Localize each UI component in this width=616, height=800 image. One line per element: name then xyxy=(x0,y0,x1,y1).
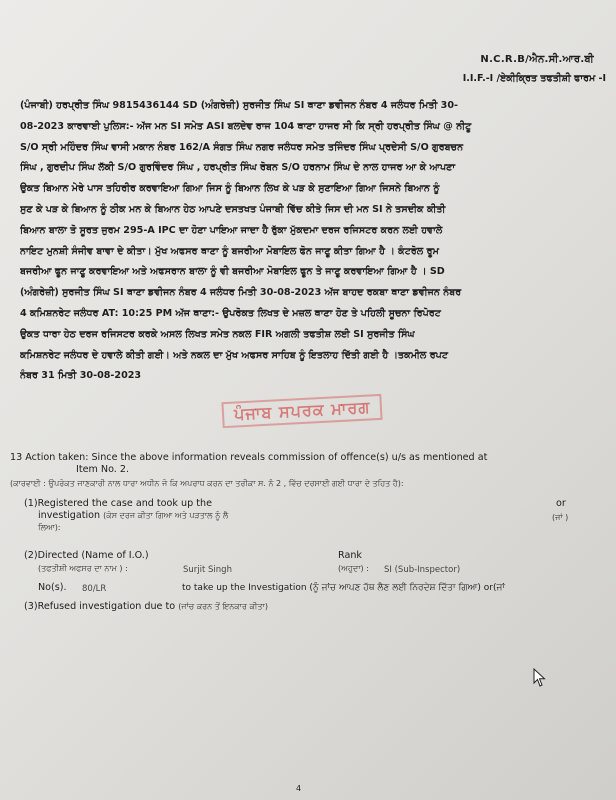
item1-pa2: ਲਿਆ): xyxy=(38,523,61,532)
item-registered xyxy=(24,498,228,534)
narrative-line: (ਅੰਗਰੇਜ਼ੀ) ਸੁਰਜੀਤ ਸਿੰਘ SI ਥਾਣਾ ਡਵੀਜਨ ਨੰਬਰ 4 ਜਲੰਧਰ ਮਿਤੀ 30-08-2023 ਅੱਜ ਬਾਹਦ ਰਕਬਾ ਥਾਣਾ ਡਵੀਜਨ ਨੰਬਰ xyxy=(20,287,462,299)
form-title: I.I.F.-I /ਏਕੀਕ੍ਰਿਤ ਤਫਤੀਸ਼ੀ ਫਾਰਮ -I xyxy=(462,73,606,84)
narrative-line: ਕਮਿਸ਼ਨਰੇਟ ਜਲੰਧਰ ਦੇ ਹਵਾਲੇ ਕੀਤੀ ਗਈ। ਅਤੇ ਨਕਲ ਦਾ ਮੁੱਖ ਅਫਸਰ ਸਾਹਿਬ ਨੂੰ ਇਤਲਾਹ ਦਿੱਤੀ ਗਈ ਹੈ ।ਤਕਮੀਲ ਰਪਟ xyxy=(20,349,449,361)
narrative-line: ਸਿੰਘ , ਗੁਰਦੀਪ ਸਿੰਘ ਲੱਕੀ S/O ਗੁਰਵਿੰਦਰ ਸਿੰਘ , ਹਰਪ੍ਰੀਤ ਸਿੰਘ ਰੋਬਨ S/O ਹਰਨਾਮ ਸਿੰਘ ਦੇ ਨਾਲ ਹਾਜਰ ਆ ਕੇ ਆਪਣਾ xyxy=(20,162,456,174)
narrative-line: ਉਕਤ ਬਿਆਨ ਮੇਰੇ ਪਾਸ ਤਹਿਰੀਰ ਕਰਵਾਇਆ ਗਿਆ ਜਿਸ ਨੂੰ ਬਿਆਨ ਲਿਖ ਕੇ ਪੜ ਕੇ ਸੁਣਾਇਆ ਗਿਆ ਜਿਸਨੇ ਬਿਆਨ ਨੂੰ xyxy=(20,183,440,195)
rank-label: Rank xyxy=(338,550,362,561)
fir-narrative xyxy=(20,96,592,387)
item2-pa: (ਤਫਤੀਸ਼ੀ ਅਫਸਰ ਦਾ ਨਾਮ ) : xyxy=(38,564,128,573)
narrative-line: ਬਿਆਨ ਬਾਲਾ ਤੋ ਸੂਰਤ ਜੁਰਮ 295-A IPC ਦਾ ਹੋਣਾ ਪਾਇਆ ਜਾਦਾ ਹੈ ਰੁੱਕਾ ਮੁੱਕਦਮਾ ਦਰਜ ਰਜਿਸਟਰ ਕਰਨ ਲਈ ਹਵਾਲੇ xyxy=(20,224,443,236)
action-taken-heading-pa: (ਕਾਰਵਾਈ : ਉਪਰੋਕਤ ਜਾਣਕਾਰੀ ਨਾਲ ਧਾਰਾ ਅਧੀਨ ਜੋ ਕਿ ਅਪਰਾਧ ਕਰਨ ਦਾ ਤਰੀਕਾ ਸ. ਨੰ 2 , ਵਿੱਚ ਦਰਸਾਈ ਗਈ ਧਾਰਾ ਦੇ ਤਹਿਤ ਹੈ): xyxy=(10,479,404,488)
item3-refused xyxy=(24,601,268,613)
take-up-text: to take up the Investigation (ਨੂੰ ਜਾਂਚ ਆਪਣ ਹੱਥ ਲੈਣ ਲਈ ਨਿਰਦੇਸ਼ ਦਿੱਤਾ ਗਿਆ) or(ਜਾਂ xyxy=(182,583,505,593)
rank-value: SI (Sub-Inspector) xyxy=(384,565,461,575)
item1-label: (1)Registered the case and took up the xyxy=(24,498,212,509)
narrative-line: ਨੰਬਰ 31 ਮਿਤੀ 30-08-2023 xyxy=(20,370,142,382)
item3-pa: (ਜਾਂਚ ਕਰਨ ਤੋਂ ਇਨਕਾਰ ਕੀਤਾ) xyxy=(178,602,268,611)
narrative-line: ਉਕਤ ਧਾਰਾ ਹੇਠ ਦਰਜ ਰਜਿਸਟਰ ਕਰਕੇ ਅਸਲ ਲਿਖਤ ਸਮੇਤ ਨਕਲ FIR ਅਗਲੀ ਤਫਤੀਸ਼ ਲਈ SI ਸੁਰਜੀਤ ਸਿੰਘ xyxy=(20,328,415,340)
mouse-pointer-icon xyxy=(533,668,547,688)
item1-or-pa: (ਜਾਂ ) xyxy=(552,513,569,522)
action-taken-heading: 13 Action taken: Since the above information reveals commission of offence(s) u/s as mentioned at xyxy=(10,452,488,463)
item1-directed-label: (2)Directed (Name of I.O.) xyxy=(24,550,149,561)
rank-pa: (ਅਹੁਦਾ) : xyxy=(338,564,369,573)
narrative-line: 4 ਕਮਿਸ਼ਨਰੇਟ ਜਲੰਧਰ AT: 10:25 PM ਅੱਜ ਥਾਣਾ:- ਉਪਰੋਕਤ ਲਿਖਤ ਦੇ ਮਜ਼ਲ ਥਾਣਾ ਹੋਣ ਤੇ ਪਹਿਲੀ ਸੂਚਨਾ ਰਿਪੋਰਟ xyxy=(20,307,441,319)
narrative-line: S/O ਸ੍ਰੀ ਮਹਿੰਦਰ ਸਿੰਘ ਵਾਸੀ ਮਕਾਨ ਨੰਬਰ 162/A ਸੰਗਤ ਸਿੰਘ ਨਗਰ ਜਲੰਧਰ ਸਮੇਤ ਤਜਿੰਦਰ ਸਿੰਘ ਪ੍ਰਦੇਸੀ S/O ਗੁਰਬਚਨ xyxy=(20,141,464,153)
narrative-line: ਬਜਰੀਆ ਫੂਨ ਜਾਣੂ ਕਰਵਾਇਆ ਅਤੇ ਅਫਸਰਾਨ ਬਾਲਾ ਨੂੰ ਵੀ ਬਜਰੀਆ ਮੋਬਾਇਲ ਫੂਨ ਤੇ ਜਾਣੂ ਕਰਵਾਇਆ ਗਿਆ ਹੈ । SD xyxy=(20,266,445,278)
no-value: 80/LR xyxy=(82,584,107,594)
action-taken-heading-cont: Item No. 2. xyxy=(76,464,130,475)
page-number: 4 xyxy=(296,784,302,793)
no-label: No(s). xyxy=(38,582,67,593)
narrative-line: ਨਾਇਟ ਮੁਨਸ਼ੀ ਸੰਜੀਵ ਬਾਵਾ ਦੇ ਕੀਤਾ। ਮੁੱਖ ਅਫਸਰ ਥਾਣਾ ਨੂੰ ਬਜਰੀਆ ਮੋਬਾਇਲ ਫੋਨ ਜਾਣੂ ਕੀਤਾ ਗਿਆ ਹੈ । ਕੰਟਰੋਲ ਰੂਮ xyxy=(20,245,439,257)
watermark-stamp: ਪੰਜਾਬ ਸਪਰਕ ਮਾਰਗ xyxy=(221,394,383,428)
item3-label: (3)Refused investigation due to xyxy=(24,601,176,612)
item1-or: or xyxy=(556,498,566,509)
narrative-line: (ਪੰਜਾਬੀ) ਹਰਪ੍ਰੀਤ ਸਿੰਘ 9815436144 SD (ਅੰਗਰੇਜ਼ੀ) ਸੁਰਜੀਤ ਸਿੰਘ SI ਥਾਣਾ ਡਵੀਜਨ ਨੰਬਰ 4 ਜਲੰਧਰ ਮਿਤੀ 30- xyxy=(20,100,459,111)
narrative-line: ਸੁਣ ਕੇ ਪੜ ਕੇ ਬਿਆਨ ਨੂੰ ਠੀਕ ਮਨ ਕੇ ਬਿਆਨ ਹੇਠ ਆਪਣੇ ਦਸਤਖਤ ਪੰਜਾਬੀ ਵਿੱਚ ਕੀਤੇ ਜਿਸ ਦੀ ਮਨ SI ਨੇ ਤਸਦੀਕ ਕੀਤੀ xyxy=(20,203,446,215)
item1-pa: (ਕੇਸ ਦਰਜ ਕੀਤਾ ਗਿਆ ਅਤੇ ਪੜਤਾਲ ਨੂੰ ਲੈ xyxy=(103,511,229,520)
item1-label2: investigation xyxy=(38,510,101,521)
narrative-line: 08-2023 ਕਾਰਵਾਈ ਪੁਲਿਸ:- ਅੱਜ ਮਨ SI ਸਮੇਤ ASI ਬਲਦੇਵ ਰਾਜ 104 ਥਾਣਾ ਹਾਜਰ ਸੀ ਕਿ ਸ੍ਰੀ ਹਰਪ੍ਰੀਤ ਸਿੰਘ @ ਨੀਟੂ xyxy=(20,120,472,132)
action-taken-section xyxy=(10,452,600,490)
io-name: Surjit Singh xyxy=(183,565,232,575)
ncrb-code: N.C.R.B/ਐਨ.ਸੀ.ਆਰ.ਬੀ xyxy=(480,54,594,65)
